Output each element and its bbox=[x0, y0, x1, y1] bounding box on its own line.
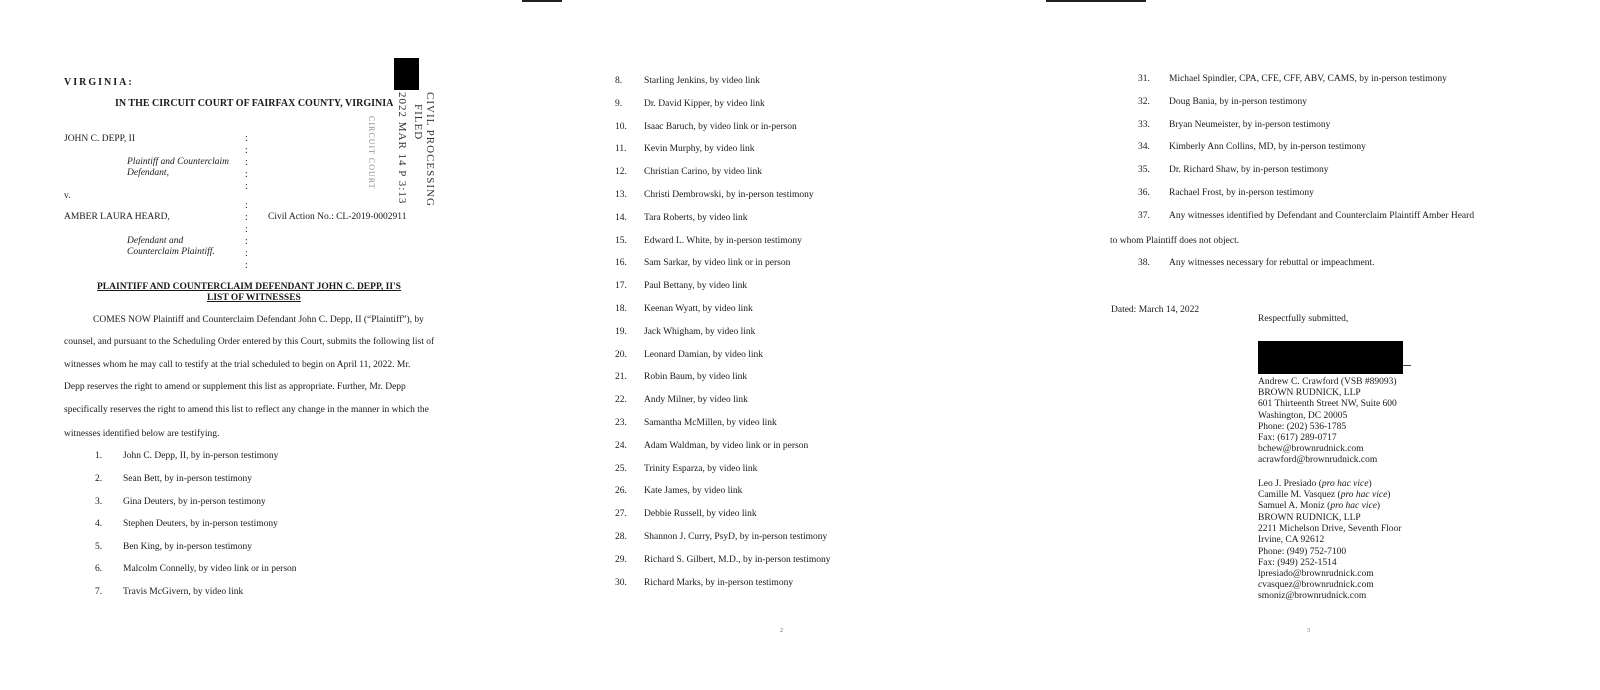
counsel-line: Irvine, CA 92612 bbox=[1258, 535, 1325, 546]
versus-label: v. bbox=[64, 191, 71, 201]
witness-number: 37. bbox=[1138, 210, 1150, 221]
plaintiff-role-line1: Plaintiff and Counterclaim bbox=[127, 157, 230, 167]
court-heading: IN THE CIRCUIT COURT OF FAIRFAX COUNTY, VIRGINIA bbox=[115, 98, 394, 109]
witness-number: 19. bbox=[615, 326, 627, 337]
civil-action-number: Civil Action No.: CL-2019-0002911 bbox=[268, 212, 407, 222]
witness-number: 21. bbox=[615, 372, 627, 383]
witness-entry: Sean Bett, by in-person testimony bbox=[123, 474, 253, 484]
witness-entry: Kimberly Ann Collins, MD, by in-person testimony bbox=[1169, 142, 1366, 153]
witness-number: 2. bbox=[95, 474, 103, 484]
witness-number: 36. bbox=[1138, 188, 1150, 198]
counsel-line: Fax: (617) 289-0717 bbox=[1258, 433, 1337, 443]
counsel-line: Andrew C. Crawford (VSB #89093) bbox=[1258, 377, 1397, 387]
witness-entry: Keenan Wyatt, by video link bbox=[644, 304, 753, 314]
plaintiff-role-line2: Defendant, bbox=[127, 168, 169, 178]
witness-number: 38. bbox=[1138, 258, 1150, 268]
counsel-line: 601 Thirteenth Street NW, Suite 600 bbox=[1258, 399, 1397, 410]
counsel-line: Phone: (949) 752-7100 bbox=[1258, 546, 1347, 557]
page-top-edge-mark bbox=[1046, 0, 1146, 2]
witness-entry: Any witnesses necessary for rebuttal or impeachment. bbox=[1169, 258, 1375, 268]
witness-entry: Adam Waldman, by video link or in person bbox=[644, 440, 809, 451]
witness-entry: Dr. Richard Shaw, by in-person testimony bbox=[1169, 165, 1329, 176]
document-page-3 bbox=[1080, 0, 1600, 690]
witness-entry: Kevin Murphy, by video link bbox=[644, 144, 755, 155]
counsel-line: acrawford@brownrudnick.com bbox=[1258, 455, 1378, 466]
witness-number: 20. bbox=[615, 349, 627, 360]
defendant-name: AMBER LAURA HEARD, bbox=[64, 212, 170, 222]
witness-number: 35. bbox=[1138, 165, 1150, 176]
witness-entry: Bryan Neumeister, by in-person testimony bbox=[1169, 119, 1331, 130]
stamp-faded-seal: CIRCUIT COURT bbox=[367, 116, 376, 190]
witness-number: 12. bbox=[615, 167, 627, 178]
witness-number: 23. bbox=[615, 418, 627, 428]
witness-number: 15. bbox=[615, 235, 627, 246]
counsel-line: BROWN RUDNICK, LLP bbox=[1258, 513, 1361, 523]
state-heading: VIRGINIA: bbox=[64, 77, 134, 88]
witness-number: 3. bbox=[95, 497, 103, 507]
witness-number: 32. bbox=[1138, 96, 1150, 107]
intro-line-2: counsel, and pursuant to the Scheduling Order entered by this Court, submits the following list of bbox=[64, 337, 435, 347]
witness-number: 7. bbox=[95, 587, 103, 597]
witness-number: 8. bbox=[615, 76, 623, 86]
page-number: 3 bbox=[1307, 628, 1310, 634]
counsel-line: Fax: (949) 252-1514 bbox=[1258, 557, 1337, 568]
witness-37-continuation: to whom Plaintiff does not object. bbox=[1110, 236, 1240, 246]
intro-line-4: Depp reserves the right to amend or supplement this list as appropriate. Further, Mr. Depp bbox=[64, 382, 406, 392]
witness-entry: Christian Carino, by video link bbox=[644, 167, 762, 178]
witness-entry: Any witnesses identified by Defendant and Counterclaim Plaintiff Amber Heard bbox=[1169, 210, 1475, 221]
witness-entry: Trinity Esparza, by video link bbox=[644, 463, 758, 474]
witness-entry: Gina Deuters, by in-person testimony bbox=[123, 497, 266, 507]
document-title-line1: PLAINTIFF AND COUNTERCLAIM DEFENDANT JOHN C. DEPP, II'S bbox=[97, 282, 401, 292]
filed-stamp bbox=[360, 92, 440, 207]
witness-entry: Travis McGivern, by video link bbox=[123, 587, 244, 597]
attorney-name: Camille M. Vasquez bbox=[1258, 490, 1336, 501]
counsel-line: BROWN RUDNICK, LLP bbox=[1258, 388, 1361, 399]
witness-number: 1. bbox=[95, 451, 103, 461]
signature-redaction bbox=[1258, 341, 1403, 374]
witness-entry: Shannon J. Curry, PsyD, by in-person testimony bbox=[644, 532, 828, 542]
witness-entry: Stephen Deuters, by in-person testimony bbox=[123, 519, 278, 529]
witness-number: 13. bbox=[615, 190, 627, 200]
pro-hac-vice-note: pro hac vice bbox=[1321, 479, 1369, 489]
counsel-line: lpresiado@brownrudnick.com bbox=[1258, 569, 1374, 579]
witness-entry: Debbie Russell, by video link bbox=[644, 509, 757, 520]
witness-entry: Edward L. White, by in-person testimony bbox=[644, 235, 802, 246]
witness-entry: Jack Whigham, by video link bbox=[644, 326, 756, 337]
witness-entry: Malcolm Connelly, by video link or in person bbox=[123, 564, 297, 574]
witness-number: 26. bbox=[615, 486, 627, 497]
pro-hac-vice-note: pro hac vice bbox=[1330, 501, 1377, 512]
document-page-1: VIRGINIA: IN THE CIRCUIT COURT OF FAIRFAX COUNTY, VIRGINIA CIVIL PROCESSING FILED 2022 MAR 14 P 3:13 CIRCUIT COURT JOHN C. DEPP, II Plaintiff and Counterclaim Defendant, v. AMBER LAURA HEARD, Civil Action No.: CL-2019-0002911 Defendant and Counterclaim Plaintiff. : : : : : : : : : : : PLAINTIFF AND COUNTERCLAIM DEFENDANT JOHN C. DEPP, II'S LIST OF WITNESSES COMES NOW Plaintiff and Counterclaim Defendant John C. Depp, II (“Plaintiff”), by counsel, and pursuant to the Scheduling Order entered by this Court, submits the following list of witnesses whom he may call to testify at the trial scheduled to begin on April 11, 2022. Mr. Depp reserves the right to amend or supplement this list as appropriate. Further, Mr. Depp specifically reserves the right to amend this list to reflect any change in the manner in which the witnesses identified below are testifying. 1. John C. Depp, II, by in-person testimony 2. Sean Bett, by in-person testimony 3. Gina Deuters, by in-person testimony 4. Stephen Deuters, by in-person testimony 5. Ben King, by in-person testimony 6. Malcolm Connelly, by video link or in person 7. Travis McGivern, by video link bbox=[0, 0, 520, 690]
witness-entry: Tara Roberts, by video link bbox=[644, 212, 748, 223]
counsel-line: Camille M. Vasquez (pro hac vice) bbox=[1258, 490, 1391, 501]
counsel-line: Phone: (202) 536-1785 bbox=[1258, 421, 1347, 432]
witness-number: 9. bbox=[615, 98, 623, 109]
redaction-box bbox=[394, 58, 419, 90]
witness-number: 4. bbox=[95, 519, 103, 529]
stamp-filed: FILED bbox=[412, 104, 424, 141]
witness-number: 22. bbox=[615, 395, 627, 406]
intro-line-3: witnesses whom he may call to testify at the trial scheduled to begin on April 11, 2022. Mr. bbox=[64, 360, 411, 370]
counsel-line: Leo J. Presiado (pro hac vice) bbox=[1258, 479, 1372, 489]
witness-entry: Robin Baum, by video link bbox=[644, 372, 748, 383]
witness-number: 29. bbox=[615, 554, 627, 565]
witness-entry: Rachael Frost, by in-person testimony bbox=[1169, 188, 1314, 198]
witness-entry: Christi Dembrowski, by in-person testimony bbox=[644, 190, 814, 200]
plaintiff-name: JOHN C. DEPP, II bbox=[64, 134, 135, 144]
attorney-name: Samuel A. Moniz bbox=[1258, 501, 1325, 512]
page-top-edge-mark bbox=[522, 0, 562, 2]
witness-number: 16. bbox=[615, 258, 627, 269]
document-title-line2: LIST OF WITNESSES bbox=[207, 293, 301, 303]
witness-entry: Michael Spindler, CPA, CFE, CFF, ABV, CAMS, by in-person testimony bbox=[1169, 74, 1447, 84]
witness-entry: Ben King, by in-person testimony bbox=[123, 542, 253, 552]
counsel-line: Samuel A. Moniz (pro hac vice) bbox=[1258, 501, 1381, 512]
witness-entry: Dr. David Kipper, by video link bbox=[644, 98, 765, 109]
witness-number: 24. bbox=[615, 440, 627, 451]
counsel-line: Washington, DC 20005 bbox=[1258, 410, 1348, 421]
stamp-civil-processing: CIVIL PROCESSING bbox=[424, 92, 436, 207]
date-line: Dated: March 14, 2022 bbox=[1111, 305, 1200, 315]
intro-line-6: witnesses identified below are testifying. bbox=[64, 429, 220, 439]
intro-line-5: specifically reserves the right to amend this list to reflect any change in the manner in which the bbox=[64, 405, 429, 415]
witness-number: 17. bbox=[615, 281, 627, 292]
counsel-line: smoniz@brownrudnick.com bbox=[1258, 591, 1367, 602]
stamp-date: 2022 MAR 14 P 3:13 bbox=[396, 92, 408, 205]
counsel-line: 2211 Michelson Drive, Seventh Floor bbox=[1258, 524, 1402, 535]
witness-entry: Isaac Baruch, by video link or in-person bbox=[644, 121, 797, 132]
witness-entry: Paul Bettany, by video link bbox=[644, 281, 748, 292]
witness-entry: Richard S. Gilbert, M.D., by in-person testimony bbox=[644, 554, 831, 565]
witness-number: 27. bbox=[615, 509, 627, 520]
witness-number: 10. bbox=[615, 121, 627, 132]
witness-number: 28. bbox=[615, 532, 627, 542]
witness-number: 33. bbox=[1138, 119, 1150, 130]
witness-number: 34. bbox=[1138, 142, 1150, 153]
attorney-name: Leo J. Presiado bbox=[1258, 479, 1317, 489]
witness-entry: Samantha McMillen, by video link bbox=[644, 418, 777, 428]
witness-entry: Sam Sarkar, by video link or in person bbox=[644, 258, 791, 269]
witness-entry: Leonard Damian, by video link bbox=[644, 349, 763, 360]
page-number: 2 bbox=[780, 628, 783, 634]
witness-number: 18. bbox=[615, 304, 627, 314]
witness-number: 14. bbox=[615, 212, 627, 223]
witness-entry: John C. Depp, II, by in-person testimony bbox=[123, 451, 279, 461]
intro-line-1: COMES NOW Plaintiff and Counterclaim Defendant John C. Depp, II (“Plaintiff”), by bbox=[93, 315, 424, 325]
witness-number: 30. bbox=[615, 577, 627, 588]
counsel-line: cvasquez@brownrudnick.com bbox=[1258, 580, 1374, 591]
witness-entry: Andy Milner, by video link bbox=[644, 395, 748, 406]
counsel-line: bchew@brownrudnick.com bbox=[1258, 444, 1364, 455]
defendant-role-line2: Counterclaim Plaintiff. bbox=[127, 247, 215, 257]
witness-entry: Starling Jenkins, by video link bbox=[644, 76, 760, 86]
witness-number: 6. bbox=[95, 564, 103, 574]
witness-entry: Richard Marks, by in-person testimony bbox=[644, 577, 794, 588]
witness-number: 11. bbox=[615, 144, 627, 155]
document-page-2 bbox=[540, 0, 1060, 690]
witness-entry: Kate James, by video link bbox=[644, 486, 743, 497]
pro-hac-vice-note: pro hac vice bbox=[1340, 490, 1388, 501]
witness-number: 25. bbox=[615, 463, 627, 474]
defendant-role-line1: Defendant and bbox=[127, 236, 184, 246]
witness-entry: Doug Bania, by in-person testimony bbox=[1169, 96, 1307, 107]
witness-number: 5. bbox=[95, 542, 103, 552]
signature-line-tail bbox=[1403, 365, 1411, 366]
respectfully-submitted: Respectfully submitted, bbox=[1258, 314, 1349, 324]
witness-number: 31. bbox=[1138, 74, 1150, 84]
